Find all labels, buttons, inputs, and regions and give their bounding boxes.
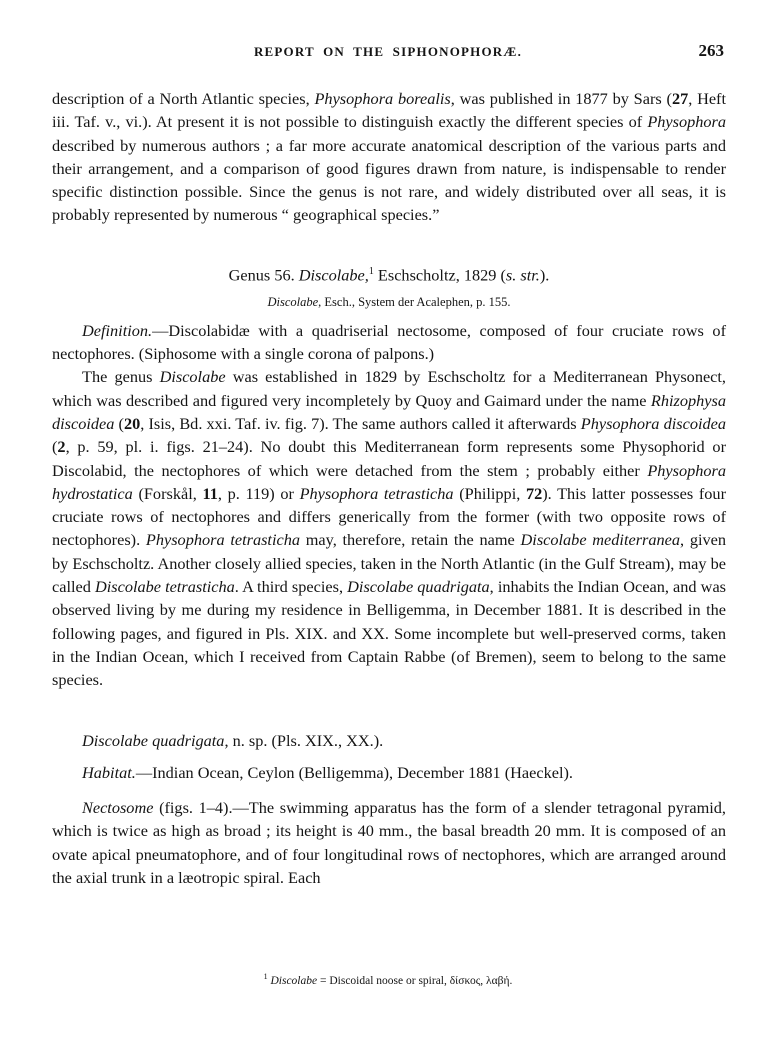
species-heading: Discolabe quadrigata, n. sp. (Pls. XIX., XX.). — [82, 730, 384, 750]
page-header — [0, 41, 776, 68]
habitat-label: Habitat. — [82, 762, 136, 782]
history-paragraph: The genus Discolabe was established in 1829 by Eschscholtz for a Mediterranean Physonect, which was described and figured very incompletely by Quoy and Gaimard under the name Rhizophysa discoidea (20, Isis, Bd. xxi. Taf. iv. fig. 7). The same authors called it afterwards Physophora discoidea (2, p. 59, pl. i. figs. 21–24). No doubt this Mediterranean form represents some Physophorid or Discolabid, the nectophores of which were detached from the stem ; probably either Physophora hydrostatica (Forskål, 11, p. 119) or Physophora tetrasticha (Philippi, 72). This latter possesses four cruciate rows of nectophores and differs generically from the former (with two opposite rows of nectophores). Physophora tetrasticha may, therefore, retain the name Discolabe mediterranea, given by Eschscholtz. Another closely allied species, taken in the North Atlantic (in the Gulf Stream), may be called Discolabe tetrasticha. A third species, Discolabe quadrigata, inhabits the Indian Ocean, and was observed living by me during my residence in Belligemma, in December 1881. It is described in the following pages, and figured in Pls. XIX. and XX. Some incomplete but well-preserved corms, taken in the Indian Ocean, which I received from Captain Rabbe (of Bremen), seem to belong to the same species. — [52, 367, 727, 690]
continuation-paragraph: description of a North Atlantic species, Physophora borealis, was published in 1877 by Sars (27, Heft iii. Taf. v., vi.). At present it is not possible to distinguish exactly the different species of Physophora described by numerous authors ; a far more accurate anatomical description of the various parts and their arrangement, and a comparison of good figures drawn from nature, is indispensable to render specific distinction possible. Since the genus is not rare, and widely distributed over all seas, it is probably represented by numerous “ geographical species.” — [52, 89, 727, 225]
nectosome-label: Nectosome — [82, 798, 154, 818]
page-number: 263 — [698, 41, 724, 60]
footnote: $^1$ Discolabe = Discoidal noose or spiral, δίσκος, λαβή. — [263, 972, 513, 987]
body-text — [52, 87, 726, 889]
genus-reference: Discolabe, Esch., System der Acalephen, p. 155. — [267, 294, 511, 309]
genus-heading: Genus 56. Discolabe,$^1$ Eschscholtz, 1829 (s. str.). — [228, 265, 550, 285]
habitat-paragraph: Habitat.—Indian Ocean, Ceylon (Belligemma), December 1881 (Haeckel). — [82, 762, 573, 782]
running-title: REPORT ON THE SIPHONOPHORÆ. — [253, 44, 523, 59]
footnote-marker: 1 — [368, 265, 374, 277]
definition-label: Definition. — [82, 320, 153, 340]
definition-paragraph: Definition.—Discolabidæ with a quadriserial nectosome, composed of four cruciate rows of nectophores. (Siphosome with a single corona of palpons.) — [52, 320, 726, 364]
nectosome-paragraph: Nectosome (figs. 1–4).—The swimming apparatus has the form of a slender tetragonal pyramid, which is twice as high as broad ; its height is 40 mm., the basal breadth 20 mm. It is composed of an ovate apical pneumatophore, and of four longitudinal rows of nectophores, which are arranged around the axial trunk in a læotropic spiral. Each — [52, 798, 726, 888]
